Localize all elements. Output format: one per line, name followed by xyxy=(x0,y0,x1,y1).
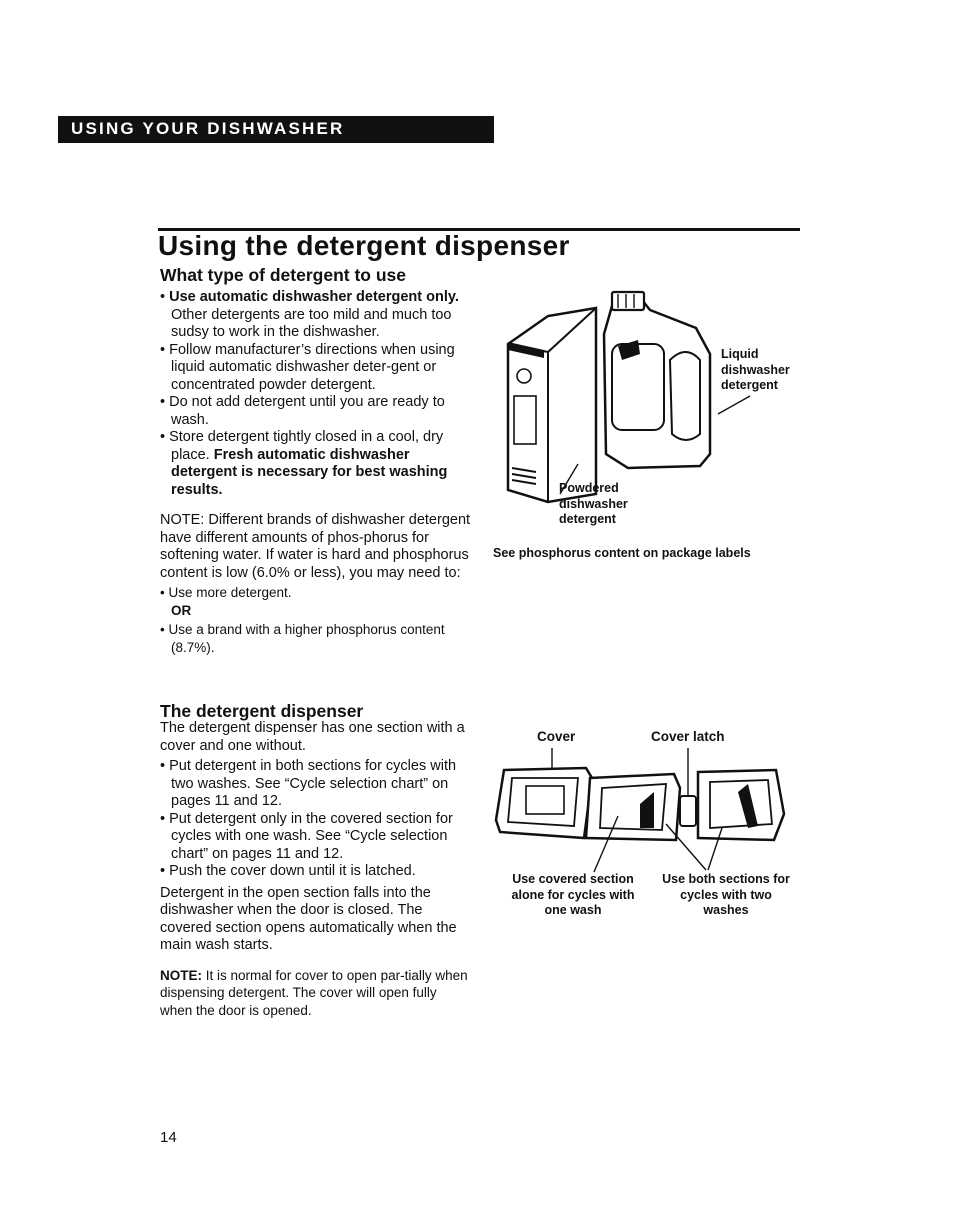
phosphorus-caption: See phosphorus content on package labels xyxy=(493,546,751,560)
section-header-bar xyxy=(58,116,494,143)
bullet-push-cover: • Push the cover down until it is latched. xyxy=(160,863,416,879)
bullet-automatic-only: • Use automatic dishwasher detergent only. Other detergents are too mild and much too sudsy to work in the dishwasher. xyxy=(160,289,459,340)
cover-latch-icon xyxy=(680,796,696,826)
dispenser-illustration xyxy=(490,748,790,878)
bullet-follow-directions: • Follow manufacturer’s directions when using liquid automatic dishwasher deter-gent or concentrated powder detergent. xyxy=(160,341,455,393)
bullet-both-sections: • Put detergent in both sections for cycles with two washes. See “Cycle selection chart” on pages 11 and 12. xyxy=(160,758,457,809)
label-cover-latch: Cover latch xyxy=(651,729,725,744)
bullet-covered-only: • Put detergent only in the covered section for cycles with one wash. See “Cycle selection chart” on pages 11 and 12. xyxy=(160,810,453,862)
option-more-detergent: • Use more detergent. xyxy=(160,585,292,600)
note-label: NOTE: xyxy=(160,512,205,528)
page-title: Using the detergent dispenser xyxy=(158,230,570,261)
label-cover: Cover xyxy=(537,729,576,744)
bullet-store-closed: • Store detergent tightly closed in a cool, dry place. Fresh automatic dishwasher detergent is necessary for best washing results. xyxy=(160,429,448,498)
or-label: OR xyxy=(171,602,192,618)
detergent-type-body xyxy=(160,289,472,656)
label-liquid-detergent: Liquid dishwasher detergent xyxy=(721,347,790,392)
caption-covered-section: Use covered section alone for cycles with one wash xyxy=(511,872,635,917)
dispenser-body xyxy=(160,720,472,1019)
dispenser-intro: The detergent dispenser has one section with a cover and one without. xyxy=(160,720,465,754)
section-heading-dispenser: The detergent dispenser xyxy=(160,701,364,721)
dispenser-note: NOTE: It is normal for cover to open par-tially when dispensing detergent. The cover will open fully when the door is opened. xyxy=(160,967,468,1018)
option-higher-phosphorus: • Use a brand with a higher phosphorus content (8.7%). xyxy=(160,622,445,655)
section-header-label: USING YOUR DISHWASHER xyxy=(71,119,345,138)
caption-both-sections: Use both sections for cycles with two washes xyxy=(662,872,790,917)
detergent-containers-illustration xyxy=(500,284,800,524)
label-powdered-detergent: Powdered dishwasher detergent xyxy=(559,481,628,526)
bullet-add-when-ready: • Do not add detergent until you are ready to wash. xyxy=(160,394,445,428)
phosphorus-note: NOTE: Different brands of dishwasher detergent have different amounts of phos-phorus for softening water. If water is hard and phosphorus content is low (6.0% or less), you may need to: xyxy=(160,512,471,581)
dispenser-explanation: Detergent in the open section falls into the dishwasher when the door is closed. The covered section opens automatically when the main wash starts. xyxy=(160,884,457,953)
page-number: 14 xyxy=(160,1129,177,1146)
section-heading-detergent-type: What type of detergent to use xyxy=(160,265,406,285)
